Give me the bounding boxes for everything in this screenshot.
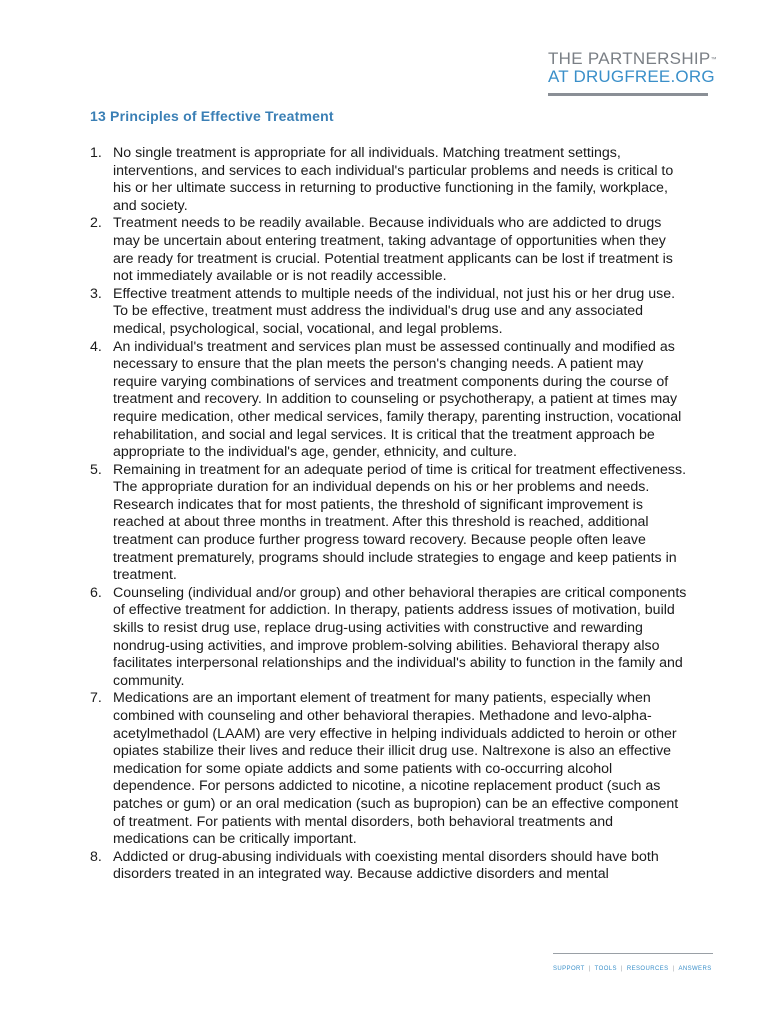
- principle-number: 2.: [90, 215, 102, 232]
- principle-item: [90, 145, 690, 215]
- principle-number: 3.: [90, 285, 102, 302]
- principle-text: Addicted or drug-abusing individuals with coexisting mental disorders should have both disorders treated in an integrated way. Because addictive disorders and mental: [113, 848, 659, 883]
- principle-text: Remaining in treatment for an adequate period of time is critical for treatment effectiveness. The appropriate duration for an individual depends on his or her problems and needs. Research indicates that for most patients, the threshold of significant improvement is reached at about three months in treatment. After this threshold is reached, additional treatment can produce further progress toward recovery. Because people often leave treatment prematurely, programs should include strategies to engage and keep patients in treatment.: [113, 461, 687, 584]
- principle-item: [90, 690, 690, 848]
- footer-separator: |: [588, 966, 591, 972]
- partnership-logo: [548, 49, 717, 96]
- principle-item: [90, 849, 690, 884]
- trademark-symbol: ™: [710, 57, 717, 63]
- principle-text: Medications are an important element of treatment for many patients, especially when combined with counseling and other behavioral therapies. Methadone and levo-alpha-acetylmethadol (LAAM) are very effective in helping individuals addicted to heroin or other opiates stabilize their lives and reduce their illicit drug use. Naltrexone is also an effective medication for some opiate addicts and some patients with co-occurring alcohol dependence. For persons addicted to nicotine, a nicotine replacement product (such as patches or gum) or an oral medication (such as bupropion) can be an effective component of treatment. For patients with mental disorders, both behavioral treatments and medications can be critically important.: [113, 690, 679, 848]
- footer-separator: |: [620, 966, 623, 972]
- principle-text: No single treatment is appropriate for all individuals. Matching treatment settings, interventions, and services to each individual's particular problems and needs is critical to his or her ultimate success in returning to productive functioning in the family, workplace, and society.: [113, 145, 674, 214]
- principles-list: [90, 145, 690, 884]
- footer-link-support[interactable]: SUPPORT: [553, 966, 585, 972]
- logo-line-2: [548, 68, 713, 86]
- logo-line-2-text: AT DRUGFREE: [548, 67, 671, 86]
- principle-item: [90, 585, 690, 691]
- principle-item: [90, 462, 690, 585]
- logo-line-1-text: THE PARTNERSHIP: [548, 49, 711, 68]
- footer-link-tools[interactable]: TOOLS: [594, 966, 617, 972]
- principle-number: 7.: [90, 690, 102, 707]
- logo-underline: [548, 93, 708, 96]
- footer-separator: |: [672, 966, 675, 972]
- document-title: 13 Principles of Effective Treatment: [90, 108, 334, 124]
- logo-dot: .: [670, 67, 676, 86]
- principle-text: Treatment needs to be readily available. Because individuals who are addicted to drugs may be uncertain about entering treatment, taking advantage of opportunities when they are ready for treatment is crucial. Potential treatment applicants can be lost if treatment is not immediately available or is not readily accessible.: [113, 215, 673, 285]
- footer-link-resources[interactable]: RESOURCES: [626, 966, 669, 972]
- footer-nav: [553, 966, 712, 972]
- logo-line-1: [548, 49, 717, 68]
- principle-item: [90, 215, 690, 285]
- principle-number: 8.: [90, 848, 102, 865]
- principle-number: 6.: [90, 584, 102, 601]
- logo-suffix: ORG: [675, 67, 715, 86]
- principle-text: Counseling (individual and/or group) and other behavioral therapies are critical components of effective treatment for addiction. In therapy, patients address issues of motivation, build skills to resist drug use, replace drug-using activities with constructive and rewarding nondrug-using activities, and improve problem-solving abilities. Behavioral therapy also facilitates interpersonal relationships and the individual's ability to function in the family and community.: [113, 584, 687, 689]
- principle-number: 1.: [90, 145, 102, 161]
- principle-text: Effective treatment attends to multiple needs of the individual, not just his or her drug use. To be effective, treatment must address the individual's drug use and any associated medical, psychological, social, vocational, and legal problems.: [113, 285, 676, 337]
- footer-divider: [553, 953, 713, 954]
- principle-number: 4.: [90, 338, 102, 355]
- principle-item: [90, 286, 690, 339]
- footer-link-answers[interactable]: ANSWERS: [678, 966, 712, 972]
- principle-item: [90, 339, 690, 462]
- principle-number: 5.: [90, 461, 102, 478]
- principle-text: An individual's treatment and services plan must be assessed continually and modified as necessary to ensure that the plan meets the person's changing needs. A patient may require varying combinations of services and treatment components during the course of treatment and recovery. In addition to counseling or psychotherapy, a patient at times may require medication, other medical services, family therapy, parenting instruction, vocational rehabilitation, and social and legal services. It is critical that the treatment approach be appropriate to the individual's age, gender, ethnicity, and culture.: [113, 338, 682, 461]
